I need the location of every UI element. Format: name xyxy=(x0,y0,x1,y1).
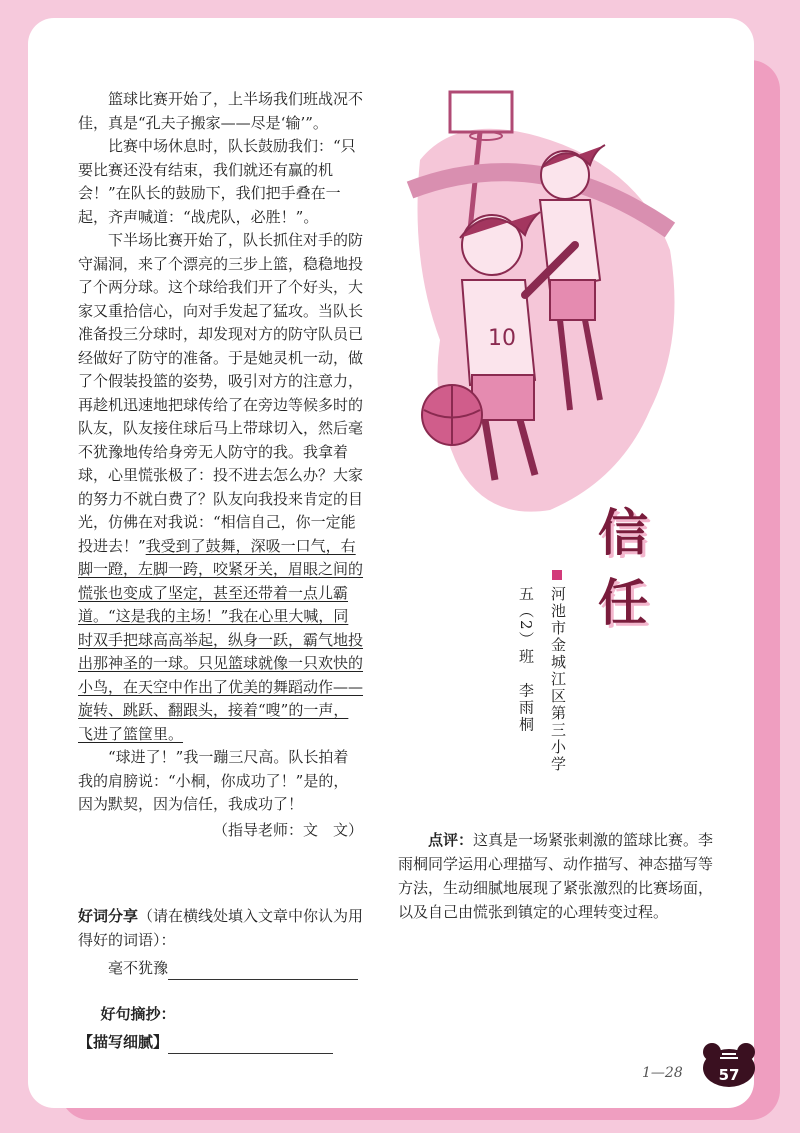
vocab-section xyxy=(78,904,378,1054)
vocab-word: 毫不犹豫 xyxy=(108,959,169,977)
story-paragraph: 比赛中场休息时，队长鼓励我们：“只要比赛还没有结束，我们就还有赢的机会！”在队长的鼓励下，我们把手叠在一起，齐声喊道：“战虎队，必胜！”。 xyxy=(78,137,356,226)
title-char: 信 xyxy=(598,504,648,562)
sentence-head: 好句摘抄： xyxy=(100,1005,176,1023)
sentence-tag: 【描写细腻】 xyxy=(78,1033,169,1051)
svg-text:10: 10 xyxy=(488,326,516,351)
author-class-name: 五（2）班 李雨桐 xyxy=(517,586,535,734)
vocab-instruction: （请在横线处填入文章中你认为用得好的词语）： xyxy=(78,907,364,949)
author-info xyxy=(510,570,580,810)
teacher-credit: （指导老师：文 文） xyxy=(212,820,363,839)
story-underlined-sentence: 我受到了鼓舞，深吸一口气，右脚一蹬，左脚一跨，咬紧牙关，眉眼之间的慌张也变成了坚定，甚至还带着一点儿霸道。“这是我的主场！”我在心里大喊，同时双手把球高高举起，纵身一跃，霸气地投出那神圣的一球。只见篮球就像一只欢快的小鸟，在天空中作出了优美的舞蹈动作——旋转、跳跃、翻跟头，接着“嗖”的一声，飞进了篮筐里。 xyxy=(78,536,364,743)
basketball-girls-illustration xyxy=(400,80,685,520)
article-title xyxy=(598,498,678,638)
author-school: 河池市金城江区第三小学 xyxy=(549,586,567,773)
sentence-blank-line xyxy=(168,1035,333,1054)
page-code: 1—28 xyxy=(642,1065,683,1081)
comment-text: 这真是一场紧张刺激的篮球比赛。李雨桐同学运用心理描写、动作描写、神态描写等方法，生动细腻地展现了紧张激烈的比赛场面，以及自己由慌张到镇定的心理转变过程。 xyxy=(398,831,714,921)
story-paragraph: “球进了！”我一蹦三尺高。队长拍着我的肩膀说：“小桐，你成功了！”是的，因为默契，因为信任，我成功了！ xyxy=(78,748,349,813)
teacher-comment xyxy=(398,828,723,924)
author-marker-icon xyxy=(552,570,562,580)
comment-label: 点评： xyxy=(428,831,474,849)
story-paragraph: 篮球比赛开始了，上半场我们班战况不佳，真是“孔夫子搬家——尽是‘输’”。 xyxy=(78,90,364,132)
story-paragraph xyxy=(78,229,363,746)
page-number-badge xyxy=(700,1040,758,1088)
vocab-head: 好词分享 xyxy=(78,907,139,925)
story-paragraph-plain: 下半场比赛开始了，队长抓住对手的防守漏洞，来了个漂亮的三步上篮，稳稳地投了个两分球。这个球给我们开了个好头，大家又重拾信心，向对手发起了猛攻。当队长准备投三分球时，却发现对方的防守队员已经做好了防守的准备。于是她灵机一动，做了个假装投篮的姿势，吸引对方的注意力，再趁机迅速地把球传给了在旁边等候多时的队友，队友接住球后马上带球切入，然后毫不犹豫地传给身旁无人防守的我。我拿着球，心里慌张极了：投不进去怎么办？大家的努力不就白费了？队友向我投来肯定的目光，仿佛在对我说：“相信自己，你一定能投进去！” xyxy=(78,231,364,555)
title-char: 任 xyxy=(598,574,648,632)
page-number: 57 xyxy=(718,1066,740,1084)
story-text xyxy=(78,88,363,842)
vocab-blank-line xyxy=(168,961,358,980)
